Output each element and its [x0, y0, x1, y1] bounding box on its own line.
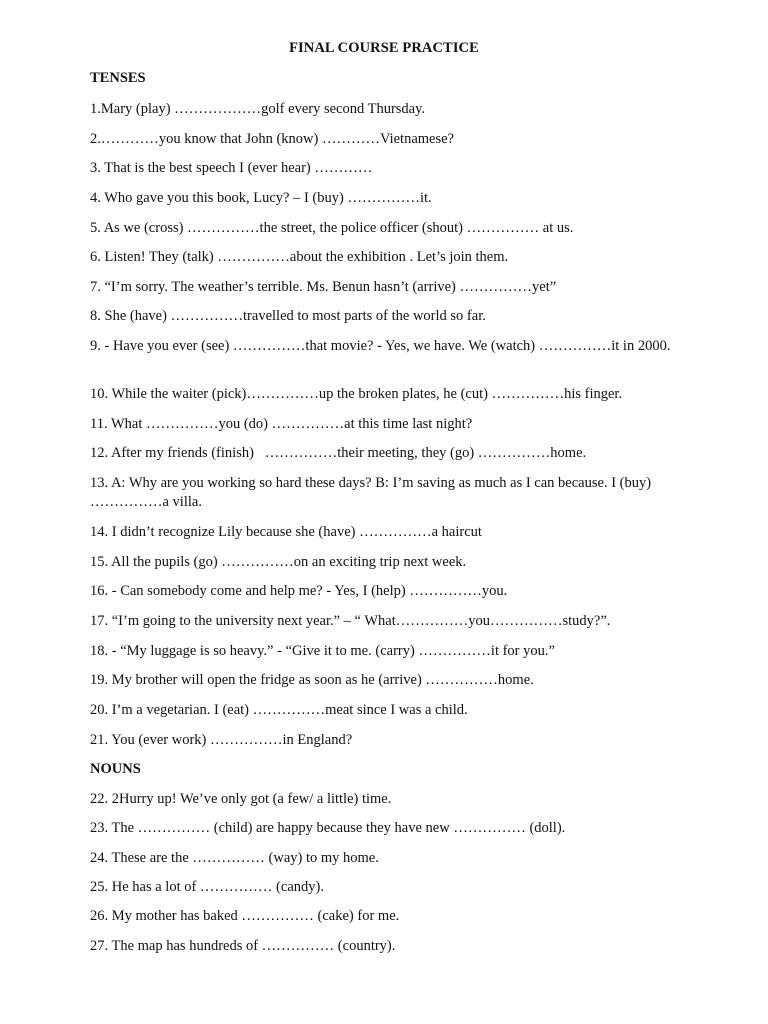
exercise-item-26: 26. My mother has baked …………… (cake) for me.: [90, 908, 400, 924]
exercise-item-15: 15. All the pupils (go) ……………on an exciting trip next week.: [90, 554, 467, 570]
exercise-item-9: 9. - Have you ever (see) ……………that movie? - Yes, we have. We (watch) ……………it in 2000.: [90, 338, 671, 354]
exercise-item-25: 25. He has a lot of …………… (candy).: [90, 879, 324, 895]
exercise-item-12: 12. After my friends (finish) ……………their meeting, they (go) ……………home.: [90, 445, 587, 461]
page-title: FINAL COURSE PRACTICE: [289, 40, 479, 56]
exercise-item-1: 1.Mary (play) ………………golf every second Thursday.: [90, 101, 426, 117]
exercise-item-23: 23. The …………… (child) are happy because they have new …………… (doll).: [90, 820, 566, 836]
exercise-item-2: 2.…………you know that John (know) …………Vietnamese?: [90, 131, 454, 147]
exercise-item-27: 27. The map has hundreds of …………… (country).: [90, 938, 396, 954]
exercise-item-7: 7. “I’m sorry. The weather’s terrible. Ms. Benun hasn’t (arrive) ……………yet”: [90, 279, 557, 295]
exercise-item-16: 16. - Can somebody come and help me? - Yes, I (help) ……………you.: [90, 583, 508, 599]
exercise-item-24: 24. These are the …………… (way) to my home.: [90, 850, 379, 866]
exercise-item-6: 6. Listen! They (talk) ……………about the exhibition . Let’s join them.: [90, 249, 509, 265]
exercise-item-13: 13. A: Why are you working so hard these days? B: I’m saving as much as I can because. I (buy) ……………a villa.: [90, 475, 655, 510]
exercise-item-8: 8. She (have) ……………travelled to most parts of the world so far.: [90, 308, 486, 324]
exercise-item-19: 19. My brother will open the fridge as soon as he (arrive) ……………home.: [90, 672, 534, 688]
exercise-item-17: 17. “I’m going to the university next year.” – “ What……………you……………study?”.: [90, 613, 611, 629]
exercise-item-21: 21. You (ever work) ……………in England?: [90, 732, 353, 748]
section-heading-nouns: NOUNS: [90, 761, 141, 777]
exercise-item-5: 5. As we (cross) ……………the street, the police officer (shout) …………… at us.: [90, 220, 574, 236]
exercise-item-20: 20. I’m a vegetarian. I (eat) ……………meat since I was a child.: [90, 702, 468, 718]
exercise-item-22: 22. 2Hurry up! We’ve only got (a few/ a little) time.: [90, 791, 392, 807]
exercise-item-14: 14. I didn’t recognize Lily because she (have) ……………a haircut: [90, 524, 482, 540]
exercise-item-3: 3. That is the best speech I (ever hear) …………: [90, 160, 373, 176]
exercise-item-18: 18. - “My luggage is so heavy.” - “Give it to me. (carry) ……………it for you.”: [90, 643, 555, 659]
exercise-item-10: 10. While the waiter (pick)……………up the broken plates, he (cut) ……………his finger.: [90, 386, 623, 402]
exercise-item-4: 4. Who gave you this book, Lucy? – I (buy) ……………it.: [90, 190, 432, 206]
exercise-item-11: 11. What ……………you (do) ……………at this time last night?: [90, 416, 473, 432]
section-heading-tenses: TENSES: [90, 70, 146, 86]
